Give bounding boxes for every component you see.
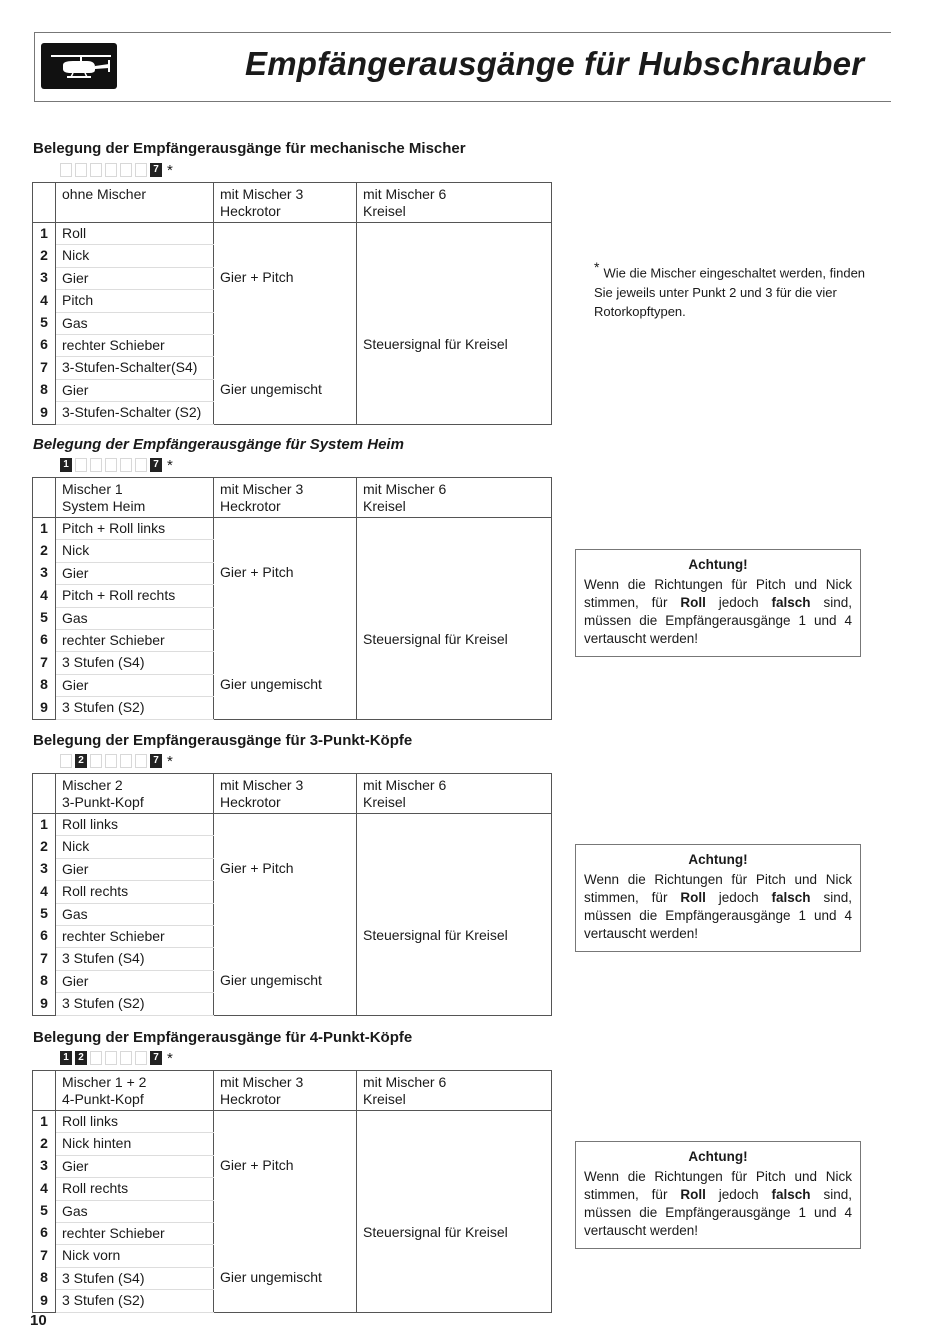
mixer-code-box: [105, 458, 117, 472]
warning-text: Wenn die Richtungen für Pitch und Nick stimmen, für Roll jedoch falsch sind, müssen die Empfängerausgänge 1 und 4 vertauscht werden!: [584, 1169, 852, 1238]
header-line: Kreisel: [363, 202, 406, 219]
cell-c2: Gier ungemischt: [214, 1267, 357, 1289]
cell-c2: [214, 925, 357, 947]
output-number: 1: [33, 518, 56, 540]
cell-c2: [214, 540, 357, 562]
helicopter-icon: [41, 43, 117, 89]
cell-c2: [214, 585, 357, 607]
mixer-code-box: [120, 458, 132, 472]
cell-c2: Gier + Pitch: [214, 858, 357, 880]
cell-c1: Gier: [56, 858, 214, 880]
cell-c1: 3-Stufen-Schalter (S2): [56, 402, 214, 424]
cell-c2: [214, 607, 357, 629]
assignment-table: [32, 182, 552, 425]
cell-c1: 3 Stufen (S4): [56, 948, 214, 970]
mixer-code-box: [135, 1051, 147, 1065]
header-line: Mischer 2: [62, 777, 123, 793]
warning-box: [575, 1141, 861, 1249]
output-number: 1: [33, 814, 56, 836]
header-line: mit Mischer 6: [363, 777, 447, 793]
mixer-code-box: 7: [150, 754, 162, 768]
cell-c1: Roll rechts: [56, 1178, 214, 1200]
cell-c1: Gier: [56, 379, 214, 401]
output-number: 2: [33, 1133, 56, 1155]
header-cell-number: [33, 183, 56, 223]
table-row: [33, 1222, 552, 1244]
cell-c3: [357, 858, 552, 880]
cell-c2: [214, 948, 357, 970]
table-row: [33, 312, 552, 334]
cell-c1: Gas: [56, 1200, 214, 1222]
output-number: 1: [33, 223, 56, 245]
cell-c1: Gas: [56, 607, 214, 629]
header-line: mit Mischer 3: [220, 186, 304, 202]
cell-c3: [357, 970, 552, 992]
cell-c3: [357, 993, 552, 1015]
cell-c3: [357, 245, 552, 267]
warning-title: Achtung!: [688, 1149, 748, 1164]
mixer-code-box: [105, 1051, 117, 1065]
warning-text: Wenn die Richtungen für Pitch und Nick stimmen, für Roll jedoch falsch sind, müssen die Empfängerausgänge 1 und 4 vertauscht werden!: [584, 577, 852, 646]
footnote: [594, 258, 874, 322]
header-line: mit Mischer 3: [220, 481, 304, 497]
output-number: 6: [33, 925, 56, 947]
cell-c2: [214, 1111, 357, 1133]
table-row: [33, 585, 552, 607]
mixer-code-row: [60, 162, 173, 178]
mixer-code-box: [105, 163, 117, 177]
cell-c3: Steuersignal für Kreisel: [357, 925, 552, 947]
cell-c3: [357, 652, 552, 674]
output-number: 3: [33, 858, 56, 880]
cell-c3: [357, 1200, 552, 1222]
cell-c1: rechter Schieber: [56, 629, 214, 651]
table-row: [33, 245, 552, 267]
header-cell-c3: [357, 774, 552, 814]
output-number: 5: [33, 1200, 56, 1222]
warning-title: Achtung!: [688, 852, 748, 867]
output-number: 5: [33, 312, 56, 334]
cell-c2: [214, 629, 357, 651]
header-cell-number: [33, 478, 56, 518]
cell-c3: [357, 223, 552, 245]
table-row: [33, 1200, 552, 1222]
cell-c1: Nick: [56, 540, 214, 562]
mixer-code-box: [90, 1051, 102, 1065]
cell-c3: [357, 357, 552, 379]
cell-c3: [357, 562, 552, 584]
output-number: 6: [33, 1222, 56, 1244]
cell-c1: Roll links: [56, 1111, 214, 1133]
header-cell-c1: [56, 774, 214, 814]
table-row: [33, 223, 552, 245]
warning-box: [575, 549, 861, 657]
mixer-code-box: [120, 163, 132, 177]
mixer-code-row: [60, 1050, 173, 1066]
cell-c1: Gier: [56, 562, 214, 584]
cell-c2: [214, 518, 357, 540]
cell-c3: [357, 1267, 552, 1289]
header-line: mit Mischer 6: [363, 481, 447, 497]
section-heading: Belegung der Empfängerausgänge für mechanische Mischer: [33, 140, 466, 157]
header-cell-c2: [214, 478, 357, 518]
table-row: [33, 629, 552, 651]
header-line: mit Mischer 6: [363, 1074, 447, 1090]
table-row: [33, 357, 552, 379]
output-number: 5: [33, 607, 56, 629]
output-number: 7: [33, 1245, 56, 1267]
footnote-text: Wie die Mischer eingeschaltet werden, finden Sie jeweils unter Punkt 2 und 3 für die vier Rotorkopftypen.: [594, 265, 866, 320]
mixer-code-box: [105, 754, 117, 768]
mixer-code-box: 2: [75, 1051, 87, 1065]
table-row: [33, 1111, 552, 1133]
cell-c1: Pitch + Roll rechts: [56, 585, 214, 607]
mixer-code-box: 2: [75, 754, 87, 768]
mixer-code-box: [60, 754, 72, 768]
mixer-code-box: [60, 163, 72, 177]
cell-c2: [214, 881, 357, 903]
table-header-row: [33, 478, 552, 518]
table-header-row: [33, 1071, 552, 1111]
table-row: [33, 334, 552, 356]
cell-c3: [357, 1178, 552, 1200]
table-row: [33, 836, 552, 858]
cell-c3: Steuersignal für Kreisel: [357, 629, 552, 651]
table-row: [33, 881, 552, 903]
output-number: 4: [33, 881, 56, 903]
mixer-code-box: 7: [150, 163, 162, 177]
cell-c3: [357, 518, 552, 540]
mixer-code-box: [90, 163, 102, 177]
footnote-marker: *: [167, 161, 173, 179]
output-number: 9: [33, 993, 56, 1015]
cell-c3: [357, 836, 552, 858]
table-row: [33, 970, 552, 992]
output-number: 2: [33, 540, 56, 562]
cell-c2: [214, 697, 357, 719]
cell-c3: Steuersignal für Kreisel: [357, 334, 552, 356]
cell-c1: Nick vorn: [56, 1245, 214, 1267]
output-number: 6: [33, 629, 56, 651]
cell-c1: 3 Stufen (S2): [56, 697, 214, 719]
cell-c1: Roll links: [56, 814, 214, 836]
header-line: Mischer 1 + 2: [62, 1074, 147, 1090]
cell-c3: [357, 267, 552, 289]
cell-c3: [357, 674, 552, 696]
header-cell-c2: [214, 774, 357, 814]
header-line: Heckrotor: [220, 202, 281, 219]
cell-c1: rechter Schieber: [56, 334, 214, 356]
cell-c3: [357, 1133, 552, 1155]
output-number: 3: [33, 562, 56, 584]
cell-c3: [357, 1245, 552, 1267]
warning-box: [575, 844, 861, 952]
table-row: [33, 267, 552, 289]
cell-c2: [214, 836, 357, 858]
cell-c2: [214, 245, 357, 267]
table-row: [33, 903, 552, 925]
cell-c1: 3 Stufen (S2): [56, 993, 214, 1015]
cell-c2: [214, 1178, 357, 1200]
footnote-marker: *: [167, 456, 173, 474]
header-cell-number: [33, 774, 56, 814]
output-number: 8: [33, 674, 56, 696]
table-row: [33, 674, 552, 696]
table-row: [33, 697, 552, 719]
mixer-code-box: [90, 458, 102, 472]
table-row: [33, 652, 552, 674]
header-line: mit Mischer 6: [363, 186, 447, 202]
cell-c3: [357, 1155, 552, 1177]
cell-c3: [357, 290, 552, 312]
footnote-marker: *: [167, 752, 173, 770]
cell-c3: [357, 881, 552, 903]
mixer-code-box: [135, 754, 147, 768]
table-row: [33, 518, 552, 540]
table-row: [33, 1267, 552, 1289]
cell-c1: Gier: [56, 970, 214, 992]
cell-c1: 3 Stufen (S4): [56, 1267, 214, 1289]
header-line: [62, 203, 207, 219]
warning-title: Achtung!: [688, 557, 748, 572]
output-number: 4: [33, 585, 56, 607]
cell-c1: Roll: [56, 223, 214, 245]
cell-c1: rechter Schieber: [56, 925, 214, 947]
table-row: [33, 290, 552, 312]
header-line: mit Mischer 3: [220, 777, 304, 793]
cell-c2: [214, 357, 357, 379]
table-header-row: [33, 774, 552, 814]
output-number: 4: [33, 1178, 56, 1200]
footnote-marker: *: [167, 1049, 173, 1067]
cell-c1: Gas: [56, 903, 214, 925]
table-row: [33, 1178, 552, 1200]
mixer-code-box: 1: [60, 458, 72, 472]
output-number: 2: [33, 836, 56, 858]
output-number: 8: [33, 1267, 56, 1289]
mixer-code-box: [75, 163, 87, 177]
header-cell-c3: [357, 1071, 552, 1111]
output-number: 9: [33, 697, 56, 719]
cell-c1: 3 Stufen (S4): [56, 652, 214, 674]
cell-c2: [214, 334, 357, 356]
page-number: 10: [30, 1312, 47, 1329]
cell-c2: Gier + Pitch: [214, 1155, 357, 1177]
cell-c3: [357, 540, 552, 562]
table-row: [33, 858, 552, 880]
output-number: 6: [33, 334, 56, 356]
cell-c1: 3-Stufen-Schalter(S4): [56, 357, 214, 379]
page-title: Empfängerausgänge für Hubschrauber: [245, 45, 865, 82]
cell-c3: [357, 948, 552, 970]
warning-text: Wenn die Richtungen für Pitch und Nick stimmen, für Roll jedoch falsch sind, müssen die Empfängerausgänge 1 und 4 vertauscht werden!: [584, 872, 852, 941]
output-number: 3: [33, 1155, 56, 1177]
header-line: Heckrotor: [220, 497, 281, 514]
cell-c3: [357, 379, 552, 401]
assignment-table: [32, 1070, 552, 1313]
header-line: Kreisel: [363, 1090, 406, 1107]
table-row: [33, 1133, 552, 1155]
cell-c1: Gas: [56, 312, 214, 334]
header-cell-c3: [357, 183, 552, 223]
mixer-code-box: [120, 754, 132, 768]
output-number: 8: [33, 379, 56, 401]
header-line: Heckrotor: [220, 793, 281, 810]
footnote-marker: *: [594, 259, 600, 275]
cell-c2: [214, 1290, 357, 1312]
header-cell-c2: [214, 183, 357, 223]
output-number: 5: [33, 903, 56, 925]
cell-c2: [214, 312, 357, 334]
table-row: [33, 402, 552, 424]
mixer-code-box: 7: [150, 458, 162, 472]
cell-c1: Nick hinten: [56, 1133, 214, 1155]
table-row: [33, 1245, 552, 1267]
mixer-code-box: 7: [150, 1051, 162, 1065]
table-row: [33, 607, 552, 629]
header-cell-c1: [56, 183, 214, 223]
output-number: 9: [33, 402, 56, 424]
mixer-code-box: 1: [60, 1051, 72, 1065]
cell-c1: Nick: [56, 245, 214, 267]
mixer-code-box: [135, 458, 147, 472]
table-row: [33, 1290, 552, 1312]
cell-c2: Gier ungemischt: [214, 379, 357, 401]
header-line: Kreisel: [363, 793, 406, 810]
cell-c2: [214, 1133, 357, 1155]
cell-c2: [214, 1222, 357, 1244]
cell-c1: Nick: [56, 836, 214, 858]
table-row: [33, 562, 552, 584]
cell-c2: Gier ungemischt: [214, 674, 357, 696]
header-line: 4-Punkt-Kopf: [62, 1090, 144, 1107]
cell-c2: [214, 1245, 357, 1267]
cell-c2: Gier ungemischt: [214, 970, 357, 992]
output-number: 2: [33, 245, 56, 267]
header-line: mit Mischer 3: [220, 1074, 304, 1090]
header-line: Kreisel: [363, 497, 406, 514]
cell-c1: Gier: [56, 267, 214, 289]
assignment-table: [32, 477, 552, 720]
output-number: 4: [33, 290, 56, 312]
header-line: 3-Punkt-Kopf: [62, 793, 144, 810]
output-number: 7: [33, 948, 56, 970]
table-row: [33, 948, 552, 970]
output-number: 9: [33, 1290, 56, 1312]
header-cell-c1: [56, 1071, 214, 1111]
cell-c1: 3 Stufen (S2): [56, 1290, 214, 1312]
header-cell-number: [33, 1071, 56, 1111]
mixer-code-box: [120, 1051, 132, 1065]
cell-c3: [357, 585, 552, 607]
table-row: [33, 540, 552, 562]
header-line: System Heim: [62, 497, 146, 514]
cell-c2: [214, 903, 357, 925]
cell-c3: [357, 607, 552, 629]
cell-c1: Gier: [56, 1155, 214, 1177]
table-row: [33, 379, 552, 401]
page-header: [34, 32, 891, 102]
cell-c2: [214, 814, 357, 836]
cell-c3: [357, 402, 552, 424]
output-number: 7: [33, 357, 56, 379]
output-number: 7: [33, 652, 56, 674]
header-cell-c1: [56, 478, 214, 518]
section-heading: Belegung der Empfängerausgänge für System Heim: [33, 436, 404, 453]
cell-c2: [214, 402, 357, 424]
mixer-code-row: [60, 753, 173, 769]
mixer-code-row: [60, 457, 173, 473]
cell-c1: rechter Schieber: [56, 1222, 214, 1244]
cell-c2: [214, 993, 357, 1015]
cell-c2: [214, 223, 357, 245]
cell-c2: [214, 290, 357, 312]
cell-c3: [357, 312, 552, 334]
mixer-code-box: [135, 163, 147, 177]
output-number: 8: [33, 970, 56, 992]
cell-c1: Gier: [56, 674, 214, 696]
table-row: [33, 1155, 552, 1177]
cell-c1: Roll rechts: [56, 881, 214, 903]
table-row: [33, 925, 552, 947]
cell-c1: Pitch: [56, 290, 214, 312]
cell-c3: [357, 1111, 552, 1133]
output-number: 3: [33, 267, 56, 289]
cell-c2: Gier + Pitch: [214, 562, 357, 584]
assignment-table: [32, 773, 552, 1016]
cell-c2: [214, 1200, 357, 1222]
cell-c3: [357, 697, 552, 719]
section-heading: Belegung der Empfängerausgänge für 4-Punkt-Köpfe: [33, 1029, 413, 1046]
header-line: ohne Mischer: [62, 186, 147, 202]
header-cell-c3: [357, 478, 552, 518]
mixer-code-box: [90, 754, 102, 768]
cell-c3: Steuersignal für Kreisel: [357, 1222, 552, 1244]
header-line: Mischer 1: [62, 481, 123, 497]
cell-c3: [357, 903, 552, 925]
header-cell-c2: [214, 1071, 357, 1111]
cell-c2: [214, 652, 357, 674]
cell-c1: Pitch + Roll links: [56, 518, 214, 540]
table-row: [33, 814, 552, 836]
cell-c3: [357, 814, 552, 836]
table-row: [33, 993, 552, 1015]
header-line: Heckrotor: [220, 1090, 281, 1107]
output-number: 1: [33, 1111, 56, 1133]
mixer-code-box: [75, 458, 87, 472]
cell-c3: [357, 1290, 552, 1312]
table-header-row: [33, 183, 552, 223]
section-heading: Belegung der Empfängerausgänge für 3-Punkt-Köpfe: [33, 732, 413, 749]
cell-c2: Gier + Pitch: [214, 267, 357, 289]
